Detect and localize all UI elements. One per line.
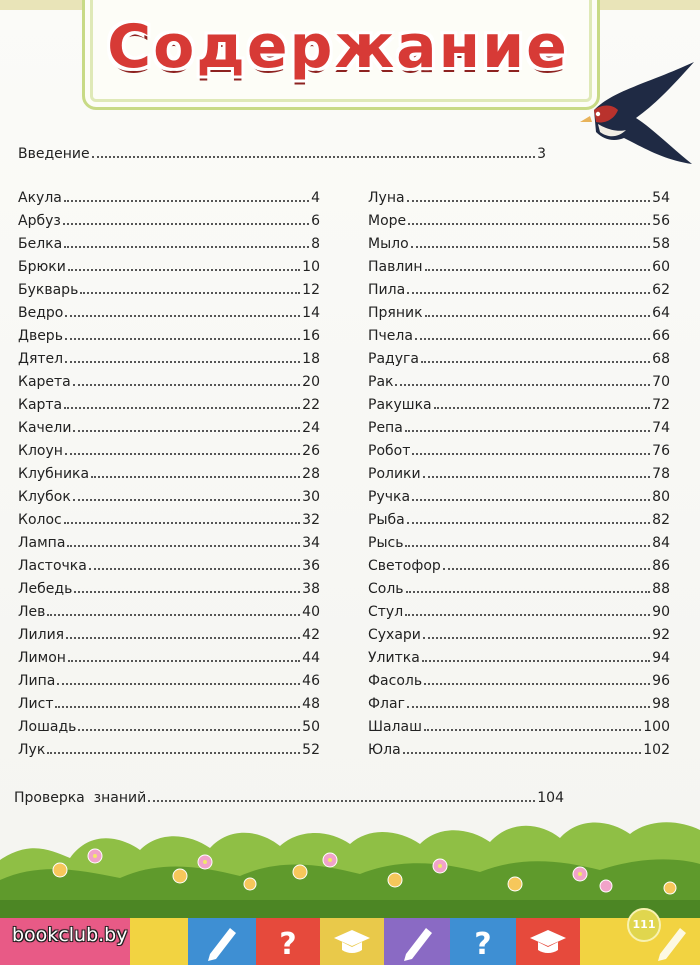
dot-leader (67, 545, 300, 547)
toc-row[interactable] (368, 439, 670, 459)
toc-label: Лошадь (18, 719, 77, 735)
toc-page-number: 92 (652, 627, 670, 643)
toc-label: Ручка (368, 489, 411, 505)
toc-row[interactable] (18, 462, 320, 482)
toc-label: Лилия (18, 627, 65, 643)
dot-leader (421, 361, 650, 363)
dot-leader (47, 614, 300, 616)
toc-row[interactable] (368, 715, 670, 735)
toc-page-number: 78 (652, 466, 670, 482)
question-icon (450, 918, 516, 965)
toc-row-intro[interactable] (18, 142, 546, 162)
dot-leader (47, 752, 300, 754)
toc-row[interactable] (18, 186, 320, 206)
dot-leader (66, 637, 300, 639)
toc-page-number: 3 (537, 146, 546, 162)
dot-leader (395, 384, 650, 386)
toc-page-number: 86 (652, 558, 670, 574)
toc-label: Арбуз (18, 213, 61, 229)
dot-leader (406, 591, 651, 593)
toc-page-number: 32 (302, 512, 320, 528)
dot-leader (65, 361, 300, 363)
toc-page-number: 68 (652, 351, 670, 367)
toc-page-number: 28 (302, 466, 320, 482)
dot-leader (74, 591, 300, 593)
pencil-icon (188, 918, 256, 965)
toc-row[interactable] (368, 577, 670, 597)
tile (320, 918, 384, 965)
dot-leader (425, 315, 651, 317)
toc-label: Клоун (18, 443, 63, 459)
toc-label: Рыба (368, 512, 405, 528)
toc-label: Павлин (368, 259, 423, 275)
toc-page-number: 52 (302, 742, 320, 758)
dot-leader (443, 568, 650, 570)
toc-row[interactable] (368, 646, 670, 666)
graduation-cap-icon (516, 918, 580, 965)
toc-label: Карета (18, 374, 71, 390)
dot-leader (423, 476, 651, 478)
page-number-badge: 111 (627, 908, 661, 942)
toc-row[interactable] (18, 439, 320, 459)
dot-leader (63, 223, 309, 225)
toc-label: Введение (18, 146, 90, 162)
toc-label: Проверка знаний (14, 790, 147, 806)
toc-page-number: 18 (302, 351, 320, 367)
dot-leader (65, 338, 300, 340)
toc-row[interactable] (368, 692, 670, 712)
dot-leader (80, 292, 300, 294)
dot-leader (92, 156, 535, 158)
toc-page-number: 42 (302, 627, 320, 643)
toc-page-number: 40 (302, 604, 320, 620)
toc-row[interactable] (368, 554, 670, 574)
dot-leader (405, 430, 650, 432)
toc-page-number: 4 (311, 190, 320, 206)
toc-row[interactable] (18, 738, 320, 758)
toc-row[interactable] (18, 416, 320, 436)
dot-leader (68, 269, 300, 271)
dot-leader (407, 292, 650, 294)
dot-leader (412, 499, 650, 501)
toc-label: Улитка (368, 650, 420, 666)
toc-row[interactable] (18, 715, 320, 735)
dot-leader (424, 683, 650, 685)
toc-page-number: 34 (302, 535, 320, 551)
dot-leader (407, 200, 651, 202)
toc-page-number: 62 (652, 282, 670, 298)
graduation-cap-icon (320, 918, 384, 965)
toc-page-number: 54 (652, 190, 670, 206)
toc-page-number: 8 (311, 236, 320, 252)
dot-leader (405, 614, 650, 616)
dot-leader (434, 407, 651, 409)
toc-row[interactable] (18, 485, 320, 505)
tile (256, 918, 320, 965)
toc-page-number: 60 (652, 259, 670, 275)
toc-row[interactable] (368, 255, 670, 275)
dot-leader (73, 430, 300, 432)
dot-leader (408, 223, 650, 225)
toc-row[interactable] (368, 485, 670, 505)
dot-leader (424, 729, 641, 731)
toc-page-number: 94 (652, 650, 670, 666)
dot-leader (425, 269, 651, 271)
dot-leader (65, 453, 300, 455)
dot-leader (55, 706, 300, 708)
toc-page-number: 88 (652, 581, 670, 597)
toc-row[interactable] (18, 577, 320, 597)
toc-page-number: 50 (302, 719, 320, 735)
toc-row[interactable] (18, 393, 320, 413)
pencil-icon (384, 918, 450, 965)
dot-leader (68, 660, 300, 662)
dot-leader (422, 660, 650, 662)
toc-row[interactable] (18, 255, 320, 275)
toc-label: Сухари (368, 627, 421, 643)
toc-label: Карта (18, 397, 63, 413)
tile (450, 918, 516, 965)
toc-page-number: 104 (537, 790, 564, 806)
toc-label: Лук (18, 742, 46, 758)
toc-row[interactable] (18, 554, 320, 574)
dot-leader (415, 338, 650, 340)
tile (516, 918, 580, 965)
toc-row[interactable] (18, 347, 320, 367)
toc-page-number: 16 (302, 328, 320, 344)
toc-label: Мыло (368, 236, 409, 252)
toc-row[interactable] (18, 278, 320, 298)
dot-leader (73, 499, 300, 501)
tile (188, 918, 256, 965)
toc-label: Липа (18, 673, 56, 689)
toc-label: Фасоль (368, 673, 423, 689)
toc-page-number: 38 (302, 581, 320, 597)
toc-page-number: 76 (652, 443, 670, 459)
toc-label: Лампа (18, 535, 66, 551)
toc-row[interactable] (368, 738, 670, 758)
toc-page-number: 72 (652, 397, 670, 413)
toc-row[interactable] (18, 692, 320, 712)
toc-label: Лебедь (18, 581, 73, 597)
toc-label: Колос (18, 512, 62, 528)
toc-label: Качели (18, 420, 72, 436)
toc-label: Дверь (18, 328, 63, 344)
toc-page-number: 36 (302, 558, 320, 574)
toc-page-number: 6 (311, 213, 320, 229)
toc-row[interactable] (18, 669, 320, 689)
toc-page-number: 90 (652, 604, 670, 620)
toc-label: Ведро (18, 305, 64, 321)
toc-label: Соль (368, 581, 404, 597)
dot-leader (73, 384, 300, 386)
dot-leader (65, 315, 300, 317)
toc-page-number: 48 (302, 696, 320, 712)
dot-leader (405, 545, 650, 547)
toc-row[interactable] (368, 347, 670, 367)
toc-page-number: 10 (302, 259, 320, 275)
grass-illustration (0, 800, 700, 925)
toc-page-number: 98 (652, 696, 670, 712)
dot-leader (64, 522, 300, 524)
toc-label: Ракушка (368, 397, 432, 413)
toc-row[interactable] (368, 370, 670, 390)
toc-row[interactable] (18, 623, 320, 643)
toc-row[interactable] (368, 209, 670, 229)
toc-page-number: 30 (302, 489, 320, 505)
toc-label: Ролики (368, 466, 421, 482)
toc-page-number: 80 (652, 489, 670, 505)
toc-page-number: 100 (643, 719, 670, 735)
dot-leader (64, 407, 300, 409)
toc-page-number: 26 (302, 443, 320, 459)
toc-page-number: 64 (652, 305, 670, 321)
tile (130, 918, 188, 965)
toc-label: Брюки (18, 259, 66, 275)
toc-page-number: 12 (302, 282, 320, 298)
dot-leader (407, 706, 650, 708)
dot-leader (89, 568, 300, 570)
dot-leader (57, 683, 300, 685)
toc-row[interactable] (18, 508, 320, 528)
page-title: Содержание (107, 12, 569, 82)
toc-label: Рак (368, 374, 394, 390)
dot-leader (423, 637, 650, 639)
dot-leader (412, 453, 650, 455)
tile (384, 918, 450, 965)
toc-label: Белка (18, 236, 63, 252)
toc-row[interactable] (18, 324, 320, 344)
toc-page-number: 46 (302, 673, 320, 689)
toc-label: Лев (18, 604, 46, 620)
toc-label: Море (368, 213, 407, 229)
toc-label: Клубника (18, 466, 90, 482)
watermark: bookclub.by (12, 924, 128, 946)
toc-row[interactable] (368, 600, 670, 620)
svg-text:?: ? (279, 927, 297, 962)
toc-row[interactable] (368, 623, 670, 643)
toc-row[interactable] (368, 324, 670, 344)
toc-page-number: 22 (302, 397, 320, 413)
toc-page-number: 70 (652, 374, 670, 390)
toc-row[interactable] (368, 531, 670, 551)
toc-row[interactable] (18, 646, 320, 666)
toc-page-number: 82 (652, 512, 670, 528)
toc-label: Лист (18, 696, 54, 712)
toc-label: Светофор (368, 558, 441, 574)
toc-page-number: 102 (643, 742, 670, 758)
toc-label: Пила (368, 282, 406, 298)
toc-page-number: 66 (652, 328, 670, 344)
toc-row[interactable] (368, 186, 670, 206)
toc-label: Репа (368, 420, 403, 436)
toc-label: Букварь (18, 282, 79, 298)
toc-row[interactable] (368, 232, 670, 252)
swallow-illustration (574, 60, 700, 168)
toc-label: Робот (368, 443, 411, 459)
toc-label: Ласточка (18, 558, 87, 574)
dot-leader (403, 752, 642, 754)
toc-label: Радуга (368, 351, 419, 367)
toc-label: Акула (18, 190, 62, 206)
dot-leader (91, 476, 300, 478)
dot-leader (64, 200, 309, 202)
toc-label: Дятел (18, 351, 64, 367)
toc-row[interactable] (368, 393, 670, 413)
toc-row[interactable] (18, 301, 320, 321)
toc-row[interactable] (368, 301, 670, 321)
toc-row[interactable] (368, 462, 670, 482)
toc-row[interactable] (18, 370, 320, 390)
toc-label: Пряник (368, 305, 423, 321)
toc-row[interactable] (368, 669, 670, 689)
toc-row[interactable] (18, 209, 320, 229)
toc-page-number: 74 (652, 420, 670, 436)
toc-label: Лимон (18, 650, 66, 666)
toc-page-number: 24 (302, 420, 320, 436)
toc-row[interactable] (18, 531, 320, 551)
toc-page-number: 56 (652, 213, 670, 229)
toc-page-number: 14 (302, 305, 320, 321)
toc-page-number: 96 (652, 673, 670, 689)
toc-page-number: 58 (652, 236, 670, 252)
dot-leader (78, 729, 300, 731)
dot-leader (411, 246, 651, 248)
toc-label: Юла (368, 742, 401, 758)
toc-label: Рысь (368, 535, 404, 551)
toc-row[interactable] (18, 600, 320, 620)
toc-row[interactable] (18, 232, 320, 252)
toc-row[interactable] (368, 278, 670, 298)
toc-row[interactable] (368, 508, 670, 528)
toc-page-number: 20 (302, 374, 320, 390)
toc-label: Шалаш (368, 719, 422, 735)
toc-row[interactable] (368, 416, 670, 436)
dot-leader (64, 246, 309, 248)
toc-label: Флаг (368, 696, 405, 712)
toc-page-number: 84 (652, 535, 670, 551)
svg-text:?: ? (474, 927, 492, 962)
toc-page-number: 44 (302, 650, 320, 666)
toc-label: Клубок (18, 489, 71, 505)
toc-label: Стул (368, 604, 404, 620)
toc-label: Луна (368, 190, 405, 206)
question-icon (256, 918, 320, 965)
dot-leader (407, 522, 650, 524)
toc-label: Пчела (368, 328, 413, 344)
